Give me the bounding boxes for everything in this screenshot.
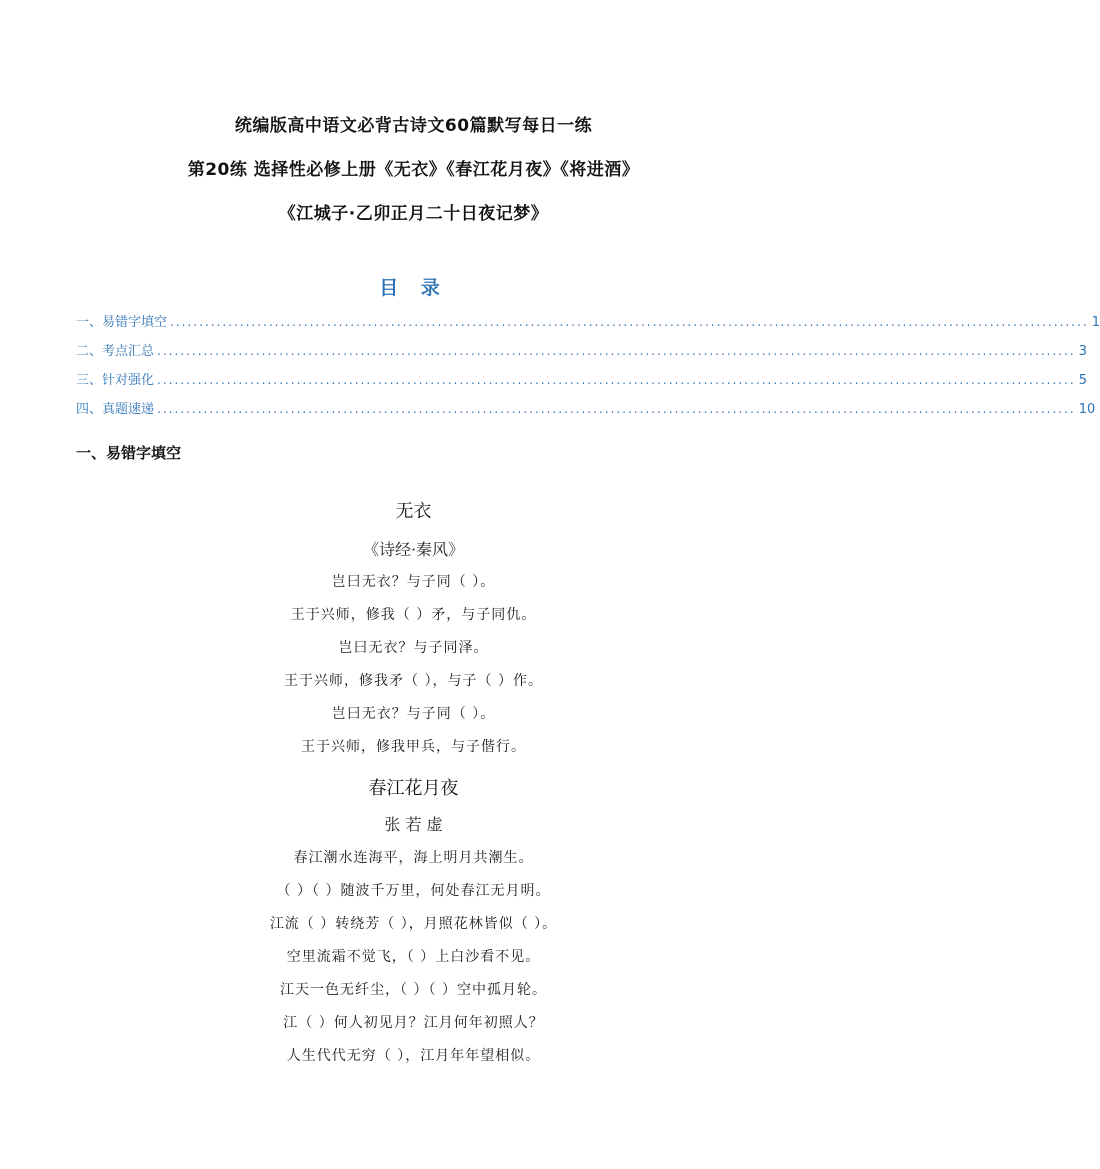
poem-line: 江流（ ）转绕芳（ ），月照花林皆似（ ）。	[269, 916, 558, 932]
toc-entry[interactable]	[76, 340, 1087, 369]
toc-entry-label[interactable]: 三、针对强化	[76, 373, 155, 388]
toc-entry[interactable]	[76, 369, 1087, 398]
toc-entry[interactable]	[76, 311, 1100, 340]
poem-line: 王于兴师，修我甲兵，与子偕行。	[301, 739, 526, 755]
toc-heading: 目 录	[379, 277, 448, 299]
poem-author: 《诗经·秦风》	[362, 540, 465, 559]
document-title-line-1: 统编版高中语文必背古诗文60篇默写每日一练	[234, 116, 593, 136]
poem-title: 无衣	[395, 501, 432, 522]
toc-leader-dots: ..............................................................................................................................................................	[157, 402, 1076, 416]
toc-leader-dots: ..............................................................................................................................................................	[170, 315, 1089, 329]
toc-leader-dots: ..............................................................................................................................................................	[157, 344, 1076, 358]
poem-line: 王于兴师，修我矛（ ），与子（ ）作。	[284, 673, 543, 689]
toc-entry-page[interactable]: 1	[1091, 315, 1100, 330]
poem-line: 王于兴师，修我（ ）矛，与子同仇。	[290, 607, 537, 623]
poem-line: 岂曰无衣？与子同（ ）。	[331, 706, 496, 722]
toc-leader-dots: ..............................................................................................................................................................	[157, 373, 1076, 387]
toc-entry-page[interactable]: 5	[1078, 373, 1087, 388]
toc-entry-label[interactable]: 四、真题速递	[76, 402, 155, 417]
poem-line: 江（ ）何人初见月？江月何年初照人？	[283, 1015, 544, 1031]
section-heading: 一、易错字填空	[76, 444, 182, 462]
toc-entry-page[interactable]: 10	[1078, 402, 1096, 417]
document-title-line-2: 第20练 选择性必修上册《无衣》《春江花月夜》《将进酒》	[187, 160, 640, 180]
toc-entry[interactable]	[76, 398, 1096, 427]
table-of-contents	[76, 311, 1100, 427]
document-title-line-3: 《江城子·乙卯正月二十日夜记梦》	[278, 204, 549, 224]
poem-line: 春江潮水连海平，海上明月共潮生。	[293, 850, 534, 866]
poem-line: 江天一色无纤尘，（ ）（ ）空中孤月轮。	[280, 982, 547, 998]
poem-line: 岂曰无衣？与子同泽。	[338, 640, 489, 656]
poem-line: 岂曰无衣？与子同（ ）。	[331, 574, 496, 590]
toc-entry-page[interactable]: 3	[1078, 344, 1087, 359]
poem-line: （ ）（ ）随波千万里，何处春江无月明。	[276, 883, 551, 899]
toc-entry-label[interactable]: 二、考点汇总	[76, 344, 155, 359]
poem-title: 春江花月夜	[368, 778, 459, 799]
poem-author: 张 若 虚	[384, 815, 443, 834]
poem-line: 人生代代无穷（ ），江月年年望相似。	[286, 1048, 541, 1064]
toc-entry-label[interactable]: 一、易错字填空	[76, 315, 168, 330]
poem-line: 空里流霜不觉飞，（ ）上白沙看不见。	[286, 949, 541, 965]
